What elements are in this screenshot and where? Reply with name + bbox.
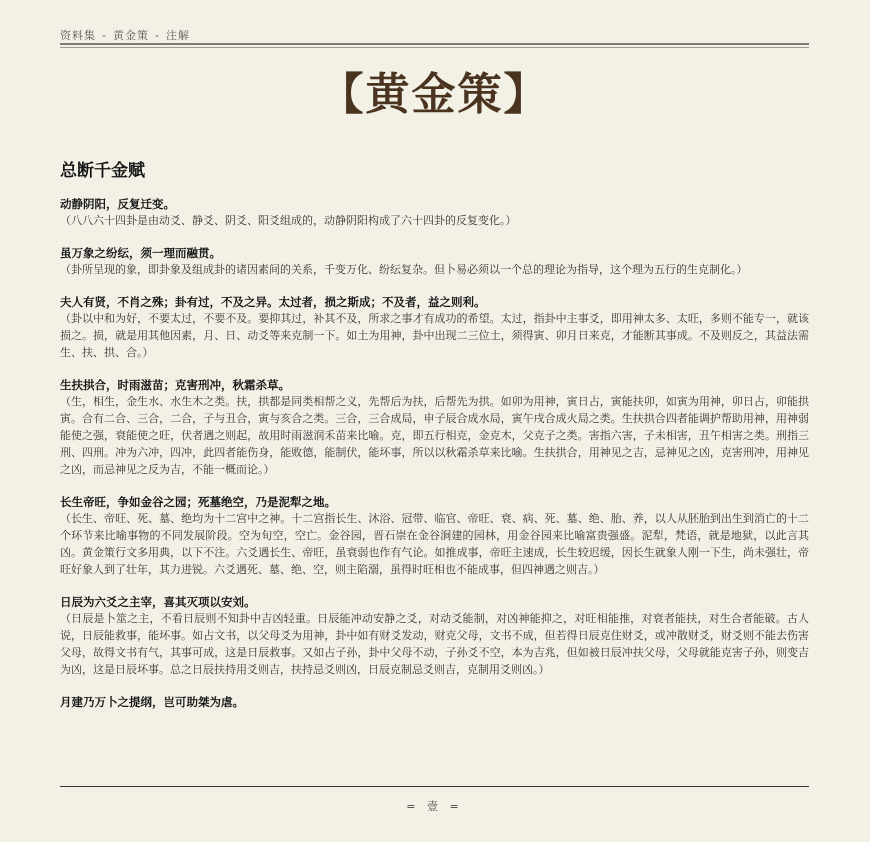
breadcrumb-separator: -	[102, 29, 107, 42]
annotation-text: （日辰是卜筮之主，不看日辰则不知卦中吉凶轻重。日辰能冲动安静之爻，对动爻能制，对凶神能抑之，对旺相能推，对衰者能扶，对生合者能破。古人说，日辰能救事，能坏事。如占文书，以父母爻为用神，卦中如有财爻发动，财克父母，文书不成，但若得日辰克住财爻，或冲散财爻，财爻则不能去伤害父母，故得文书有气，其事可成，这是日辰救事。又如占子孙，卦中父母不动，子孙爻不空，本为吉兆，但如被日辰冲扶父母，父母就能克害子孙，则变吉为凶，这是日辰坏事。总之日辰扶持用爻则吉，扶持忌爻则凶，日辰克制忌爻则吉，克制用爻则凶。）	[60, 612, 809, 676]
verse-text: 长生帝旺，争如金谷之园；死墓绝空，乃是泥犁之地。	[60, 495, 336, 509]
text-block	[60, 245, 809, 278]
annotation-text: （卦所呈现的象，即卦象及组成卦的诸因素间的关系，千变万化、纷纭复杂。但卜易必须以一个总的理论为指导，这个理为五行的生克制化。）	[60, 263, 748, 276]
page-title: 【黄金策】	[319, 69, 550, 120]
breadcrumb-separator: -	[154, 29, 160, 42]
text-content	[60, 196, 809, 726]
annotation-text: （卦以中和为好，不要太过，不要不及。要抑其过，补其不及，所求之事才有成功的希望。太过，指卦中主事爻，即用神太多、太旺，多则不能专一，就该损之。损，就是用其他因素，月、日、动爻等来克制一下。如土为用神，卦中出现二三位土，须得寅、卯月日来克，才能断其事成。不及则反之，其益法需生、扶、拱、合。）	[60, 312, 809, 359]
breadcrumb	[60, 27, 190, 43]
verse-text: 动静阴阳，反复迁变。	[60, 197, 175, 211]
header-divider	[60, 43, 809, 45]
annotation-text: （长生、帝旺、死、墓、绝均为十二宫中之神。十二宫指长生、沐浴、冠带、临官、帝旺、衰、病、死、墓、绝、胎、养，以人从胚胎到出生到消亡的十二个环节来比喻事物的不同发展阶段。空为旬空，空亡。金谷园，晋石崇在金谷涧建的园林，用金谷园来比喻富贵强盛。泥犁，梵语，就是地狱，以此言其凶。黄金策行文多用典，以下不注。六爻遇长生、帝旺，虽衰弱也作有气论。如推成事，帝旺主速成，长生较迟缓，因长生就象人刚一下生，尚未强壮，帝旺好象人到了壮年，其力进锐。六爻遇死、墓、绝、空，则主陷溺，虽得时旺相也不能成事，但四神遇之则吉。）	[60, 512, 809, 576]
text-block	[60, 494, 809, 578]
text-block	[60, 694, 809, 710]
text-block	[60, 196, 809, 229]
verse-text: 虽万象之纷纭，须一理而融贯。	[60, 246, 221, 260]
section-title: 总断千金赋	[60, 161, 145, 181]
annotation-text: （八八六十四卦是由动爻、静爻、阴爻、阳爻组成的，动静阴阳构成了六十四卦的反复变化。）	[60, 214, 517, 227]
text-block	[60, 294, 809, 361]
verse-text: 月建乃万卜之提纲，岂可助桀为虐。	[60, 695, 244, 709]
verse-text: 日辰为六爻之主宰，喜其灭项以安刘。	[60, 595, 256, 609]
footer-divider	[60, 786, 809, 787]
breadcrumb-item-annotation[interactable]: 注解	[165, 29, 190, 42]
breadcrumb-item-book[interactable]: 黄金策	[112, 29, 149, 42]
text-block	[60, 377, 809, 478]
text-block	[60, 594, 809, 678]
annotation-text: （生，相生，金生水、水生木之类。扶，拱都是同类相帮之义，先帮后为扶，后帮先为拱。如卯为用神，寅日占，寅能扶卯，如寅为用神，卯日占，卯能拱寅。合有二合、三合，二合，子与丑合，寅与亥合之类。三合，三合成局，申子辰合成水局，寅午戌合成火局之类。生扶拱合四者能调护帮助用神，用神弱能使之强，衰能使之旺，伏者遇之则起，故用时雨滋润禾苗来比喻。克，即五行相克，金克木，父克子之类。害指六害，子未相害，丑午相害之类。刑指三刑、四刑。冲为六冲，四冲，此四者能伤身，能败德，能制伏，能坏事，所以以秋霜杀草来比喻。生扶拱合，用神见之吉，忌神见之凶，克害刑冲，用神见之凶，而忌神见之反为吉，不能一概而论。）	[60, 395, 809, 476]
verse-text: 生扶拱合，时雨滋苗；克害刑冲，秋霜杀草。	[60, 378, 290, 392]
verse-text: 夫人有贤，不肖之殊；卦有过，不及之异。太过者，损之斯成；不及者，益之则利。	[60, 295, 486, 309]
header-divider-thin	[60, 47, 809, 48]
breadcrumb-item-collection[interactable]: 资料集	[60, 29, 96, 42]
page-number: = 壹 =	[406, 800, 463, 813]
